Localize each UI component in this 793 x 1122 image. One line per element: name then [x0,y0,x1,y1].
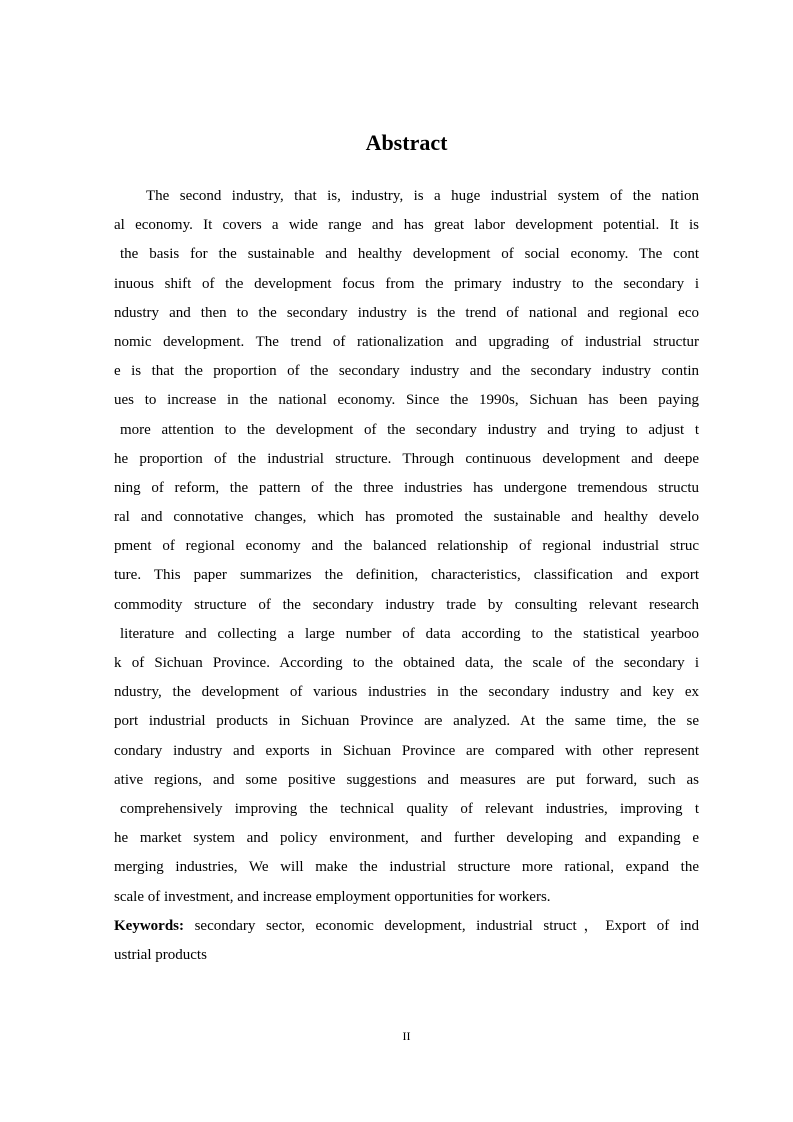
abstract-line: nomic development. The trend of rationalization and upgrading of industrial structur [114,333,699,350]
abstract-line: pment of regional economy and the balanced relationship of regional industrial struc [114,538,699,555]
abstract-line: The second industry, that is, industry, is a huge industrial system of the nation [146,188,699,204]
abstract-line: literature and collecting a large number of data according to the statistical yearboo [120,625,699,642]
abstract-line: inuous shift of the development focus from the primary industry to the secondary i [114,275,699,292]
abstract-line: he market system and policy environment, and further developing and expanding e [114,830,699,847]
page-number: II [402,1029,411,1043]
abstract-title: Abstract [365,130,448,155]
abstract-line: more attention to the development of the secondary industry and trying to adjust t [120,421,699,438]
abstract-line: al economy. It covers a wide range and has great labor development potential. It is [114,217,699,234]
abstract-line: port industrial products in Sichuan Province are analyzed. At the same time, the se [114,713,699,730]
abstract-line: scale of investment, and increase employment opportunities for workers. [114,888,551,905]
keywords-continuation: ustrial products [114,946,207,963]
abstract-line: ndustry and then to the secondary industry is the trend of national and regional eco [114,304,699,321]
abstract-line: condary industry and exports in Sichuan Province are compared with other represent [114,742,699,759]
abstract-line: ture. This paper summarizes the definition, characteristics, classification and export [114,567,699,584]
abstract-line: comprehensively improving the technical quality of relevant industries, improving t [120,800,699,817]
keywords-text: secondary sector, economic development, industrial struct，Export of ind [184,917,699,934]
abstract-body [114,182,699,970]
abstract-line: e is that the proportion of the secondary industry and the secondary industry contin [114,363,699,380]
abstract-line: the basis for the sustainable and healthy development of social economy. The cont [120,246,699,263]
abstract-line: ues to increase in the national economy. Since the 1990s, Sichuan has been paying [114,392,699,409]
abstract-line: he proportion of the industrial structure. Through continuous development and deepe [114,450,699,467]
abstract-line: commodity structure of the secondary industry trade by consulting relevant research [114,596,699,613]
abstract-line: ning of reform, the pattern of the three industries has undergone tremendous structu [114,479,699,496]
keywords-label: Keywords: [114,917,184,934]
abstract-line: merging industries, We will make the industrial structure more rational, expand the [114,859,699,876]
abstract-line: ative regions, and some positive suggestions and measures are put forward, such as [114,771,699,788]
abstract-line: ral and connotative changes, which has promoted the sustainable and healthy develo [114,509,699,526]
abstract-line: ndustry, the development of various industries in the secondary industry and key ex [114,684,699,701]
abstract-line: k of Sichuan Province. According to the obtained data, the scale of the secondary i [114,655,699,671]
keywords-line [114,912,699,941]
